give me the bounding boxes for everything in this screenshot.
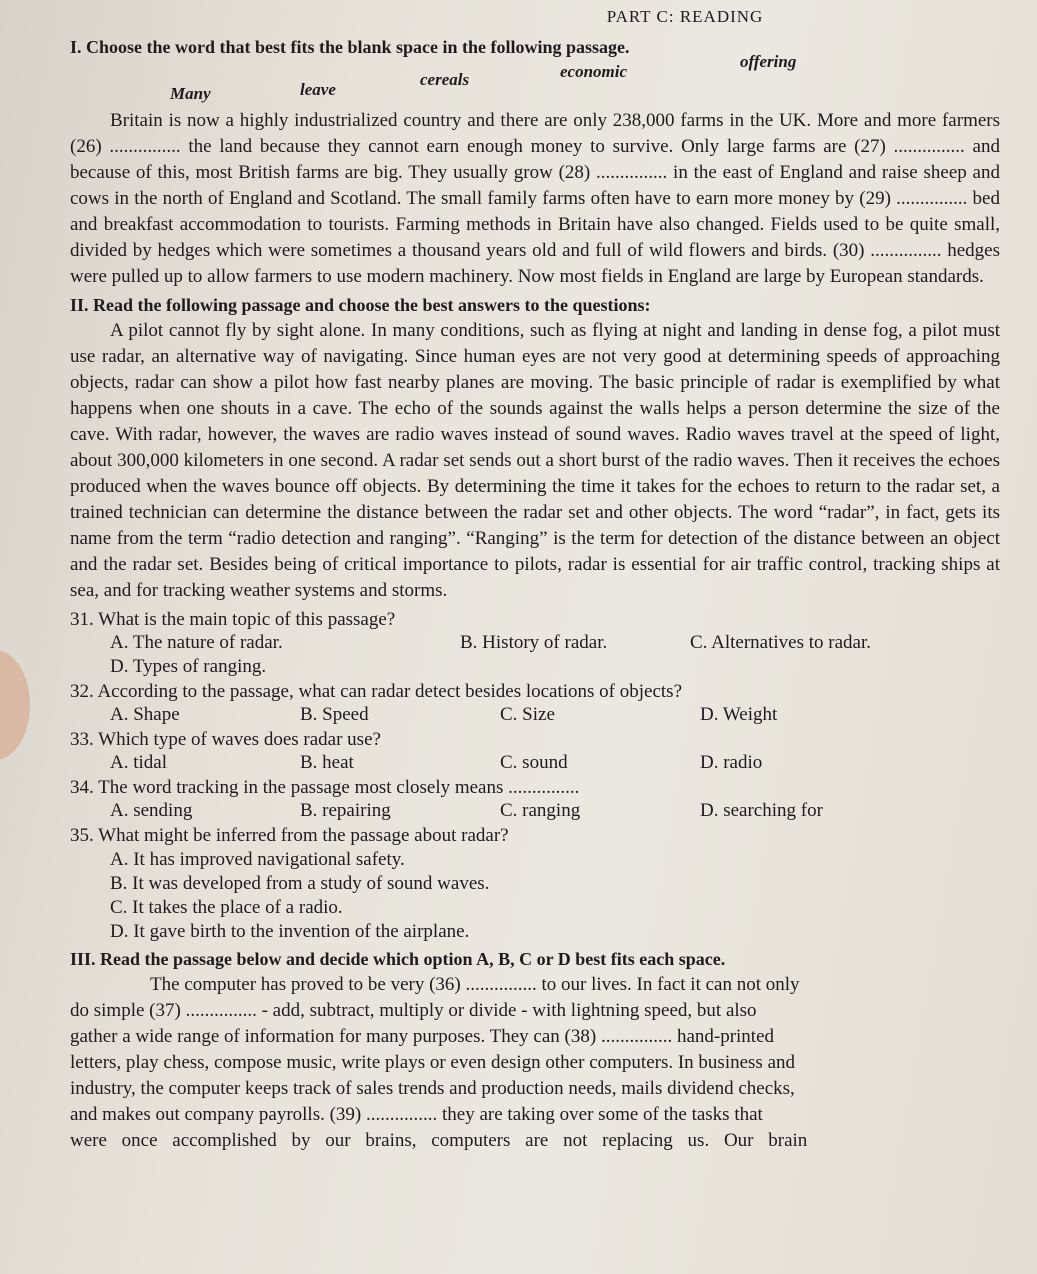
question-text: 31. What is the main topic of this passage? bbox=[70, 609, 396, 630]
question-34 bbox=[70, 776, 1000, 824]
section1-passage: Britain is now a highly industrialized country and there are only 238,000 farms in the UK. More and more farmers (26) ............... the land because they cannot earn enough money to survive. Only large farms are (27) ............... and because of this, most British farms are big. They usually grow (28) ............... in the east of England and raise sheep and cows in the north of England and Scotland. The small family farms often have to earn more money by (29) ............... bed and breakfast accommodation to tourists. Farming methods in Britain have also changed. Fields used to be quite small, divided by hedges which were sometimes a thousand years old and full of wild flowers and birds. (30) ............... hedges were pulled up to allow farmers to use modern machinery. Now most fields in England are large by European standards. bbox=[70, 110, 1000, 287]
passage-line: do simple (37) ............... - add, subtract, multiply or divide - with lightning speed, but also bbox=[70, 1000, 757, 1021]
word-bank-item: economic bbox=[560, 62, 628, 81]
option-c[interactable]: C. It takes the place of a radio. bbox=[110, 897, 343, 918]
section3-passage bbox=[70, 972, 1000, 1154]
option-d[interactable]: D. It gave birth to the invention of the airplane. bbox=[110, 921, 470, 942]
section3-title: III. Read the passage below and decide which option A, B, C or D best fits each space. bbox=[70, 949, 726, 969]
options-row bbox=[70, 656, 1000, 680]
question-text: 32. According to the passage, what can radar detect besides locations of objects? bbox=[70, 681, 683, 702]
option-b[interactable]: B. It was developed from a study of sound waves. bbox=[110, 873, 490, 894]
word-bank bbox=[70, 52, 1000, 108]
section2-title: II. Read the following passage and choose the best answers to the questions: bbox=[70, 295, 651, 315]
thumb bbox=[0, 650, 30, 760]
options-row bbox=[70, 800, 1000, 824]
question-31 bbox=[70, 608, 1000, 680]
section2-passage: A pilot cannot fly by sight alone. In many conditions, such as flying at night and landing in dense fog, a pilot must use radar, an alternative way of navigating. Since human eyes are not very good at determining speeds of approaching objects, radar can show a pilot how fast nearby planes are moving. The basic principle of radar is exemplified by what happens when one shouts in a cave. The echo of the sounds against the walls helps a person determine the size of the cave. With radar, however, the waves are radio waves instead of sound waves. Radio waves travel at the speed of light, about 300,000 kilometers in one second. A radar set sends out a short burst of the radio waves. Then it receives the echoes produced when the waves bounce off objects. By determining the time it takes for the echoes to return to the radar set, a trained technician can determine the distance between the radar set and other objects. The word “radar”, in fact, gets its name from the term “radio detection and ranging”. “Ranging” is the term for detection of the distance between an object and the radar set. Besides being of critical importance to pilots, radar is essential for air traffic control, tracking ships at sea, and for tracking weather systems and storms. bbox=[70, 320, 1000, 601]
option-b[interactable]: B. History of radar. bbox=[460, 632, 608, 653]
word-bank-item: offering bbox=[740, 52, 797, 71]
option-a[interactable]: A. tidal bbox=[110, 752, 167, 773]
option-c[interactable]: C. Size bbox=[500, 704, 555, 725]
option-d[interactable]: D. Types of ranging. bbox=[110, 656, 267, 677]
option-b[interactable]: B. repairing bbox=[300, 800, 391, 821]
question-33 bbox=[70, 728, 1000, 776]
worksheet-content bbox=[70, 4, 1000, 1154]
option-d[interactable]: D. Weight bbox=[700, 704, 778, 725]
option-c[interactable]: C. sound bbox=[500, 752, 568, 773]
word-bank-item: leave bbox=[300, 80, 336, 99]
options-row bbox=[70, 752, 1000, 776]
question-32 bbox=[70, 680, 1000, 728]
question-text: 34. The word tracking in the passage most closely means ............... bbox=[70, 777, 580, 798]
passage-line: gather a wide range of information for many purposes. They can (38) ............... hand-printed bbox=[70, 1026, 775, 1047]
options-row bbox=[70, 704, 1000, 728]
option-c[interactable]: C. ranging bbox=[500, 800, 581, 821]
option-a[interactable]: A. It has improved navigational safety. bbox=[110, 849, 405, 870]
options-row bbox=[70, 632, 1000, 656]
passage-line: The computer has proved to be very (36) ............... to our lives. In fact it can not only bbox=[150, 974, 800, 995]
option-a[interactable]: A. Shape bbox=[110, 704, 180, 725]
option-b[interactable]: B. Speed bbox=[300, 704, 369, 725]
passage-line: industry, the computer keeps track of sales trends and production needs, mails dividend checks, bbox=[70, 1078, 795, 1099]
word-bank-item: Many bbox=[170, 84, 211, 103]
passage-line: letters, play chess, compose music, write plays or even design other computers. In business and bbox=[70, 1052, 795, 1073]
question-text: 35. What might be inferred from the passage about radar? bbox=[70, 825, 509, 846]
option-a[interactable]: A. The nature of radar. bbox=[110, 632, 283, 653]
passage-line: and makes out company payrolls. (39) ............... they are taking over some of the tasks that bbox=[70, 1104, 763, 1125]
option-b[interactable]: B. heat bbox=[300, 752, 354, 773]
section1-title: I. Choose the word that best fits the blank space in the following passage. bbox=[70, 37, 630, 57]
question-text: 33. Which type of waves does radar use? bbox=[70, 729, 381, 750]
word-bank-item: cereals bbox=[420, 70, 470, 89]
option-d[interactable]: D. searching for bbox=[700, 800, 823, 821]
passage-line: were once accomplished by our brains, computers are not replacing us. Our brain bbox=[70, 1130, 808, 1151]
option-c[interactable]: C. Alternatives to radar. bbox=[690, 632, 871, 653]
part-title: PART C: READING bbox=[606, 7, 764, 26]
option-a[interactable]: A. sending bbox=[110, 800, 193, 821]
option-d[interactable]: D. radio bbox=[700, 752, 763, 773]
question-35 bbox=[70, 824, 1000, 944]
